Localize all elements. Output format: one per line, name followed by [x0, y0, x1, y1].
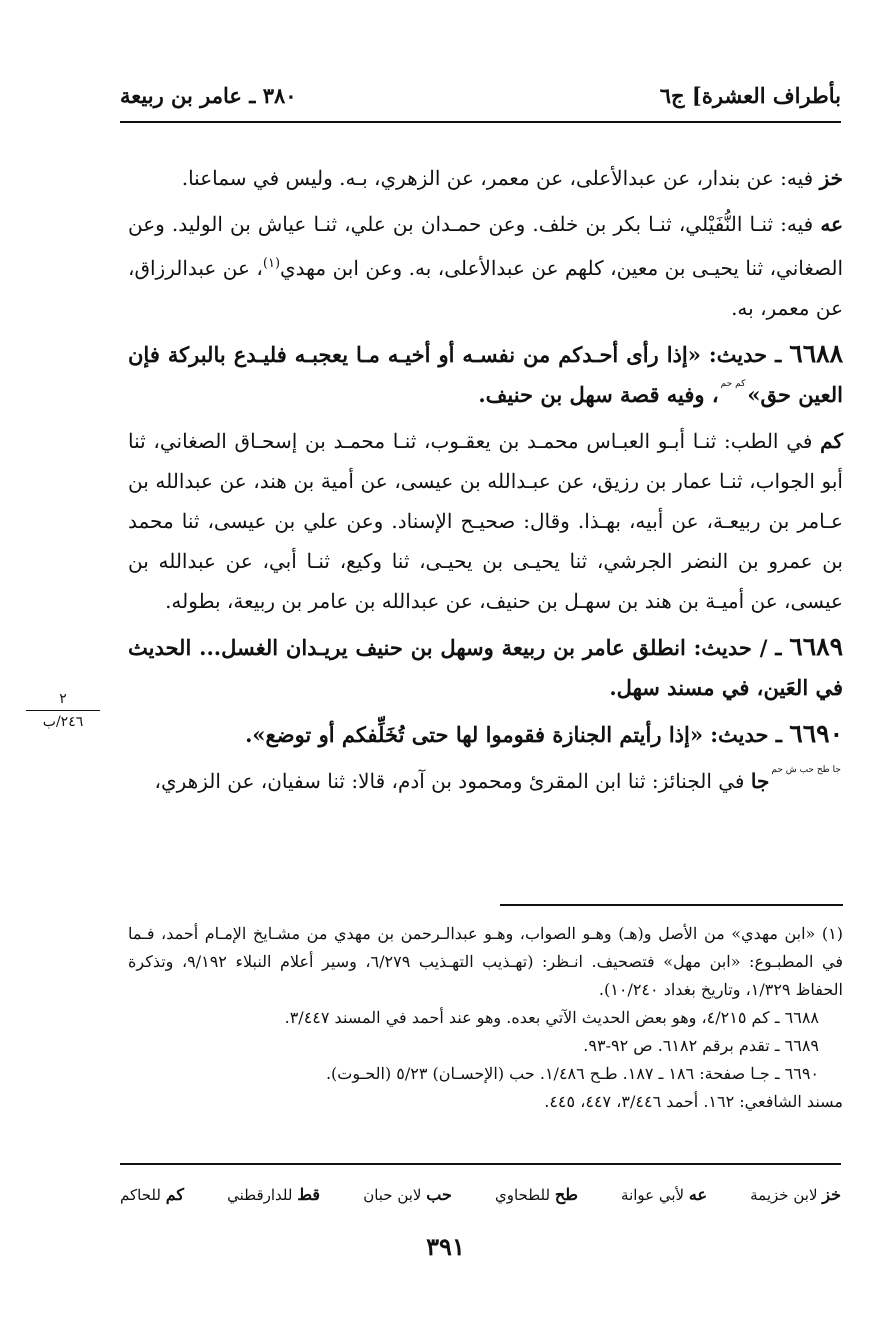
abbreviation-label: لابن حبان — [363, 1186, 422, 1204]
abbreviation-item — [750, 1180, 841, 1210]
footnote-reference: (١) — [262, 256, 281, 271]
hadith-text: ، وفيه قصة سهل بن حنيف. — [478, 382, 719, 407]
abbreviation-item — [120, 1180, 184, 1210]
margin-folio-note — [20, 690, 106, 731]
paragraph-km — [128, 421, 843, 621]
footnote-6689: ٦٦٨٩ ـ تقدم برقم ٦١٨٢. ص ٩٢-٩٣. — [583, 1036, 819, 1055]
source-marks: جا طح حب ش حم — [771, 765, 841, 775]
hadith-6689 — [128, 627, 843, 708]
running-head — [120, 78, 841, 112]
hadith-text: ـ حديث: «إذا رأى أحـدكم من نفسـه أو أخيـه مـا يعجبـه فليـدع بالبركة فإن العين حق» — [128, 342, 843, 407]
hadith-6690 — [128, 714, 843, 755]
hadith-6688 — [128, 334, 843, 415]
hadith-number: ٦٦٩٠ — [789, 719, 843, 748]
margin-note-rule — [26, 710, 100, 711]
footnote-1: (١) «ابن مهدي» من الأصل و(هـ) وهـو الصواب، وهـو عبدالـرحمن بن مهدي من مشـايخ الإمـام أحمد، فـما في المطبـوع: «ابن مهل» فتصحيف. انـظر: (تهـذيب التهـذيب ٦/٢٧٩، وسير أعلام النبلاء ٩/١٩٢، وتذكرة الحفاظ ١/٣٢٩، وتاريخ بغداد ١٠/٢٤٠). — [128, 924, 844, 999]
paragraph-khz — [128, 158, 843, 198]
margin-note-top: ٢ — [59, 691, 67, 707]
footnotes — [128, 920, 843, 1116]
paragraph-text: في الطب: ثنـا أبـو العبـاس محمـد بن يعقـوب، ثنـا محمـد بن إسحـاق الصغاني، ثنا أبو الجواب، ثنـا عمار بن رزيق، عن عبـدالله بن عيسى، عن أمية بن هند، عن عبدالله بن عـامر بن ربيعـة، عن أبيه، بهـذا. وقال: صحيـح الإسناد. وعن علي بن عيسى، ثنا محمد بن عمرو بن النضر الجرشي، ثنا يحيـى بن يحيـى، ثنا وكيع، ثنـا أبي، عن عبدالله بن عيسى، عن أميـة بن هند بن سهـل بن حنيف، عن عبدالله بن عامر بن ربيعة، بطوله. — [128, 429, 843, 613]
source-marks: كم حم — [720, 379, 746, 389]
header-rule — [120, 121, 841, 123]
header-volume: بأطراف العشرة] ج٦ — [659, 82, 841, 108]
siglum: جا — [750, 769, 770, 793]
hadith-text: ـ / حديث: انطلق عامر بن ربيعة وسهل بن حنيف يريـدان الغسل... الحديث في العَين، في مسند سهل. — [128, 635, 843, 700]
abbreviation-code: خز — [822, 1185, 841, 1204]
abbreviation-label: للحاكم — [120, 1186, 161, 1204]
paragraph-ja — [128, 761, 843, 801]
footnote-6688: ٦٦٨٨ ـ كم ٤/٢١٥، وهو بعض الحديث الآتي بعده. وهو عند أحمد في المسند ٣/٤٤٧. — [284, 1008, 819, 1027]
footnote-rule — [500, 904, 843, 906]
abbreviation-item — [621, 1180, 707, 1210]
paragraph-text: فيه: ثنـا النُّفَيْلي، ثنـا بكر بن خلف. وعن حمـدان بن علي، ثنـا عياش بن الوليد. وعن الصغاني، ثنا يحيـى بن معين، كلهم عن عبدالأعلى، به. وعن ابن مهدي — [128, 212, 844, 280]
paragraph-text: في الجنائز: ثنا ابن المقرئ ومحمود بن آدم، قالا: ثنا سفيان، عن الزهري، — [154, 769, 751, 793]
hadith-number: ٦٦٨٩ — [789, 632, 843, 661]
abbreviation-item — [227, 1180, 320, 1210]
paragraph-text: فيه: عن بندار، عن عبدالأعلى، عن معمر، عن الزهري، بـه. وليس في سماعنا. — [181, 166, 820, 190]
paragraph-ah — [128, 204, 843, 328]
footnote-6690-continued: مسند الشافعي: ١٦٢. أحمد ٣/٤٤٦، ٤٤٧، ٤٤٥. — [544, 1092, 843, 1111]
abbreviation-item — [363, 1180, 452, 1210]
abbreviation-label: للطحاوي — [495, 1186, 551, 1204]
footnote-6690: ٦٦٩٠ ـ جـا صفحة: ١٨٦ ـ ١٨٧. طـح ١/٤٨٦. حب (الإحسـان) ٥/٢٣ (الحـوت). — [325, 1064, 819, 1083]
header-section: ٣٨٠ ـ عامر بن ربيعة — [120, 82, 297, 108]
abbreviation-code: عه — [688, 1185, 708, 1204]
abbreviation-item — [495, 1180, 578, 1210]
abbreviation-code: قط — [297, 1185, 321, 1204]
abbreviation-label: للدارقطني — [227, 1186, 293, 1204]
abbreviation-label: لأبي عوانة — [621, 1186, 685, 1204]
abbreviations-key — [120, 1180, 841, 1210]
abbreviations-rule — [120, 1163, 841, 1165]
hadith-text: ـ حديث: «إذا رأيتم الجنازة فقوموا لها حتى تُخَلِّفكم أو توضع». — [245, 722, 790, 747]
abbreviation-code: حب — [426, 1185, 452, 1204]
hadith-number: ٦٦٨٨ — [789, 339, 843, 368]
abbreviation-code: كم — [165, 1185, 185, 1204]
abbreviation-code: طح — [554, 1185, 578, 1204]
abbreviation-label: لابن خزيمة — [750, 1186, 818, 1204]
page-number: ٣٩١ — [426, 1232, 465, 1261]
margin-note-bottom: ٢٤٦/ب — [42, 714, 84, 730]
siglum: خز — [819, 166, 843, 190]
paragraph-text: ، عن عبدالرزاق، عن معمر، به. — [128, 256, 843, 320]
siglum: عه — [820, 212, 843, 236]
siglum: كم — [820, 429, 843, 453]
main-text — [128, 158, 843, 807]
